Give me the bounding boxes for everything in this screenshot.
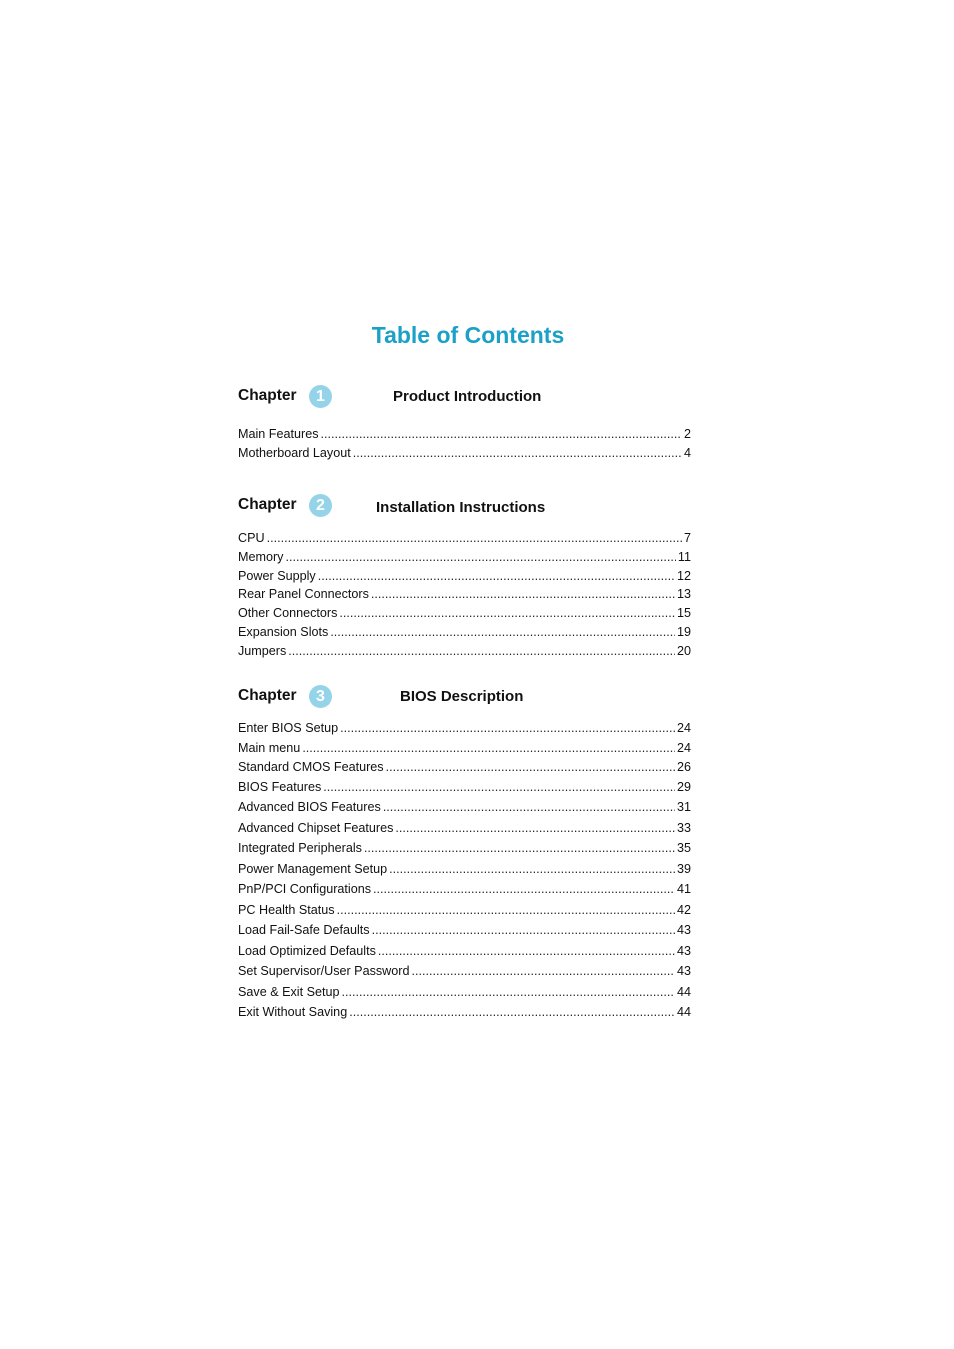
- toc-entry[interactable]: [238, 861, 691, 882]
- toc-entry-label: Enter BIOS Setup: [238, 721, 339, 735]
- toc-entry-label: Standard CMOS Features: [238, 760, 384, 774]
- toc-entry-page: 20: [676, 643, 691, 658]
- toc-entry[interactable]: [238, 943, 691, 964]
- chapter-label: Chapter: [238, 387, 297, 404]
- dot-leader: [389, 861, 675, 877]
- toc-entry[interactable]: [238, 963, 691, 984]
- chapter-label: Chapter: [238, 496, 297, 513]
- dot-leader: [318, 568, 675, 584]
- dot-leader: [302, 740, 675, 756]
- toc-entry-label: Other Connectors: [238, 606, 338, 621]
- toc-entry-page: 31: [676, 800, 691, 814]
- toc-entry[interactable]: [238, 605, 691, 624]
- dot-leader: [340, 720, 675, 736]
- toc-entry[interactable]: [238, 820, 691, 841]
- toc-entry-label: Jumpers: [238, 643, 287, 658]
- toc-entry-page: 29: [676, 779, 691, 794]
- toc-entry-label: Exit Without Saving: [238, 1005, 348, 1019]
- dot-leader: [288, 643, 675, 659]
- chapter-1-heading: [238, 385, 698, 411]
- toc-entry[interactable]: [238, 549, 691, 568]
- toc-entry[interactable]: [238, 922, 691, 943]
- toc-entry[interactable]: [238, 740, 691, 760]
- toc-entry-page: 44: [676, 1005, 691, 1019]
- toc-entry-page: 7: [683, 531, 691, 545]
- toc-entry-page: 35: [676, 841, 691, 855]
- toc-entry-label: Load Fail-Safe Defaults: [238, 923, 370, 937]
- toc-entry-page: 44: [676, 984, 691, 999]
- toc-entry-page: 4: [683, 446, 691, 460]
- toc-entry-label: PC Health Status: [238, 902, 335, 917]
- toc-entry-label: Power Management Setup: [238, 861, 388, 876]
- toc-entry-page: 24: [676, 740, 691, 755]
- toc-entry-label: CPU: [238, 531, 265, 545]
- toc-entry-page: 12: [676, 568, 691, 583]
- toc-entry-label: Power Supply: [238, 568, 316, 583]
- toc-entry[interactable]: [238, 720, 691, 740]
- chapter-number-badge: 3: [309, 685, 332, 708]
- dot-leader: [378, 943, 675, 959]
- dot-leader: [342, 984, 675, 1000]
- chapter-number-badge: 2: [309, 494, 332, 517]
- toc-entry[interactable]: [238, 984, 691, 1005]
- toc-entry-label: Advanced Chipset Features: [238, 820, 394, 835]
- toc-entry-page: 39: [676, 861, 691, 876]
- toc-entry[interactable]: [238, 426, 691, 445]
- toc-entry[interactable]: [238, 568, 691, 587]
- toc-entry-label: Integrated Peripherals: [238, 841, 362, 855]
- dot-leader: [371, 586, 675, 602]
- toc-entry-page: 33: [676, 820, 691, 835]
- toc-entry-page: 26: [676, 760, 691, 774]
- toc-entry[interactable]: [238, 902, 691, 923]
- chapter-label: Chapter: [238, 687, 297, 704]
- dot-leader: [383, 799, 675, 815]
- chapter-3-heading: [238, 685, 698, 711]
- dot-leader: [372, 922, 675, 938]
- toc-entry[interactable]: [238, 799, 691, 820]
- dot-leader: [373, 881, 675, 897]
- toc-entry[interactable]: [238, 624, 691, 643]
- toc-entry-label: Motherboard Layout: [238, 446, 351, 460]
- toc-entry-page: 24: [676, 721, 691, 735]
- toc-entry[interactable]: [238, 445, 691, 464]
- chapter-2-entries: [238, 530, 691, 662]
- toc-entry[interactable]: [238, 586, 691, 605]
- toc-entry-label: Memory: [238, 549, 284, 564]
- toc-entry[interactable]: [238, 530, 691, 549]
- toc-entry[interactable]: [238, 759, 691, 779]
- chapter-number-badge: 1: [309, 385, 332, 408]
- toc-entry-label: Save & Exit Setup: [238, 984, 340, 999]
- toc-entry-label: Rear Panel Connectors: [238, 587, 369, 602]
- toc-entry[interactable]: [238, 840, 691, 861]
- toc-entry-page: 41: [676, 882, 691, 896]
- toc-entry-label: Expansion Slots: [238, 624, 329, 639]
- toc-entry-page: 15: [676, 606, 691, 621]
- dot-leader: [337, 902, 675, 918]
- toc-entry-page: 43: [676, 964, 691, 978]
- toc-entry-label: Advanced BIOS Features: [238, 800, 381, 814]
- toc-entry-page: 2: [683, 427, 691, 441]
- toc-entry-page: 43: [676, 943, 691, 958]
- chapter-title: Installation Instructions: [376, 499, 546, 516]
- toc-entry[interactable]: [238, 779, 691, 800]
- dot-leader: [353, 445, 682, 461]
- toc-entry-label: Main Features: [238, 427, 319, 441]
- toc-entry[interactable]: [238, 643, 691, 662]
- toc-entry-label: Main menu: [238, 740, 301, 755]
- toc-entry-label: Set Supervisor/User Password: [238, 964, 410, 978]
- chapter-1-entries: [238, 426, 691, 464]
- toc-entry-label: BIOS Features: [238, 779, 322, 794]
- chapter-title: Product Introduction: [393, 388, 542, 405]
- dot-leader: [267, 530, 682, 546]
- chapter-2-heading: [238, 494, 698, 520]
- chapter-3-entries: [238, 720, 691, 1025]
- dot-leader: [321, 426, 682, 442]
- dot-leader: [323, 779, 675, 795]
- page-title: Table of Contents: [371, 322, 565, 348]
- toc-entry-label: PnP/PCI Configurations: [238, 882, 372, 896]
- dot-leader: [285, 549, 675, 565]
- chapter-title: BIOS Description: [400, 688, 524, 705]
- dot-leader: [364, 840, 675, 856]
- dot-leader: [386, 759, 675, 775]
- dot-leader: [411, 963, 675, 979]
- toc-entry-page: 11: [677, 549, 691, 564]
- toc-entry-page: 19: [676, 624, 691, 639]
- toc-entry-label: Load Optimized Defaults: [238, 943, 376, 958]
- dot-leader: [330, 624, 675, 640]
- toc-entry[interactable]: [238, 881, 691, 902]
- toc-entry-page: 42: [676, 902, 691, 917]
- toc-entry-page: 13: [676, 587, 691, 602]
- dot-leader: [339, 605, 675, 621]
- dot-leader: [349, 1004, 675, 1020]
- dot-leader: [395, 820, 675, 836]
- toc-entry[interactable]: [238, 1004, 691, 1025]
- toc-entry-page: 43: [676, 923, 691, 937]
